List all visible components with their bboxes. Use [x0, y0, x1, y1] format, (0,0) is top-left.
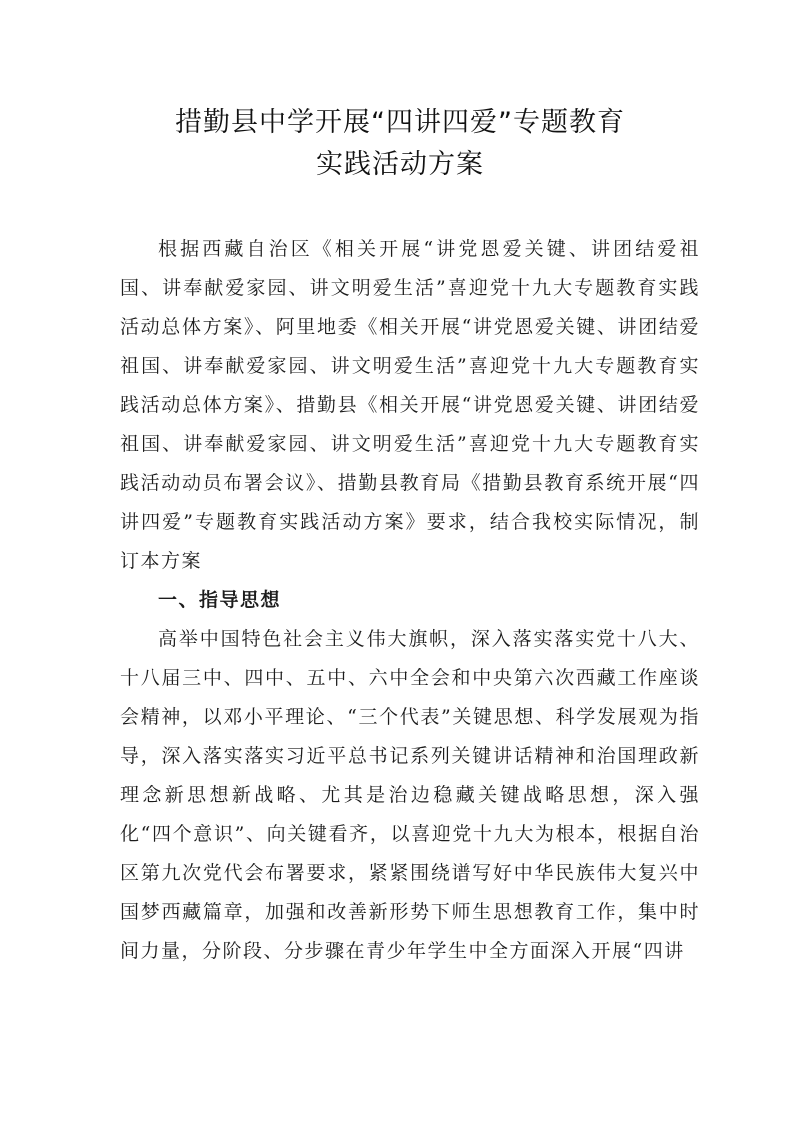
guiding-ideology-paragraph: 高举中国特色社会主义伟大旗帜，深入落实落实党十八大、十八届三中、四中、五中、六中全会和中央第六次西藏工作座谈会精神，以邓小平理论、“三个代表”关键思想、科学发展观为指导，深入落实落实习近平总书记系列关键讲话精神和治国理政新理念新思想新战略、尤其是治边稳藏关键战略思想，深入强化“四个意识”、向关键看齐，以喜迎党十九大为根本，根据自治区第九次党代会布署要求，紧紧围绕谱写好中华民族伟大复兴中国梦西藏篇章，加强和改善新形势下师生思想教育工作，集中时间力量，分阶段、分步骤在青少年学生中全方面深入开展“四讲 — [120, 628, 700, 962]
document-body — [120, 230, 700, 971]
document-title-line-2: 实践活动方案 — [316, 149, 484, 180]
document-title-line-1: 措勤县中学开展“四讲四爱”专题教育 — [175, 107, 625, 138]
section-heading-guiding-ideology: 一、指导思想 — [158, 589, 282, 611]
intro-paragraph: 根据西藏自治区《相关开展“讲党恩爱关键、讲团结爱祖国、讲奉献爱家园、讲文明爱生活”喜迎党十九大专题教育实践 活动总体方案》、阿里地委《相关开展“讲党恩爱关键、讲团结爱祖国、讲奉献爱家园、讲文明爱生活”喜迎党十九大专题教育实践活动总体方案》、措勤县《相关开展“讲党恩爱关键、讲团结爱祖国、讲奉献爱家园、讲文明爱生活”喜迎党十九大专题教育实践活动动员布署会议》、措勤县教育局《措勤县教育系统开展“四讲四爱”专题教育实践活动方案》要求，结合我校实际情况，制订本方案 — [120, 238, 700, 572]
